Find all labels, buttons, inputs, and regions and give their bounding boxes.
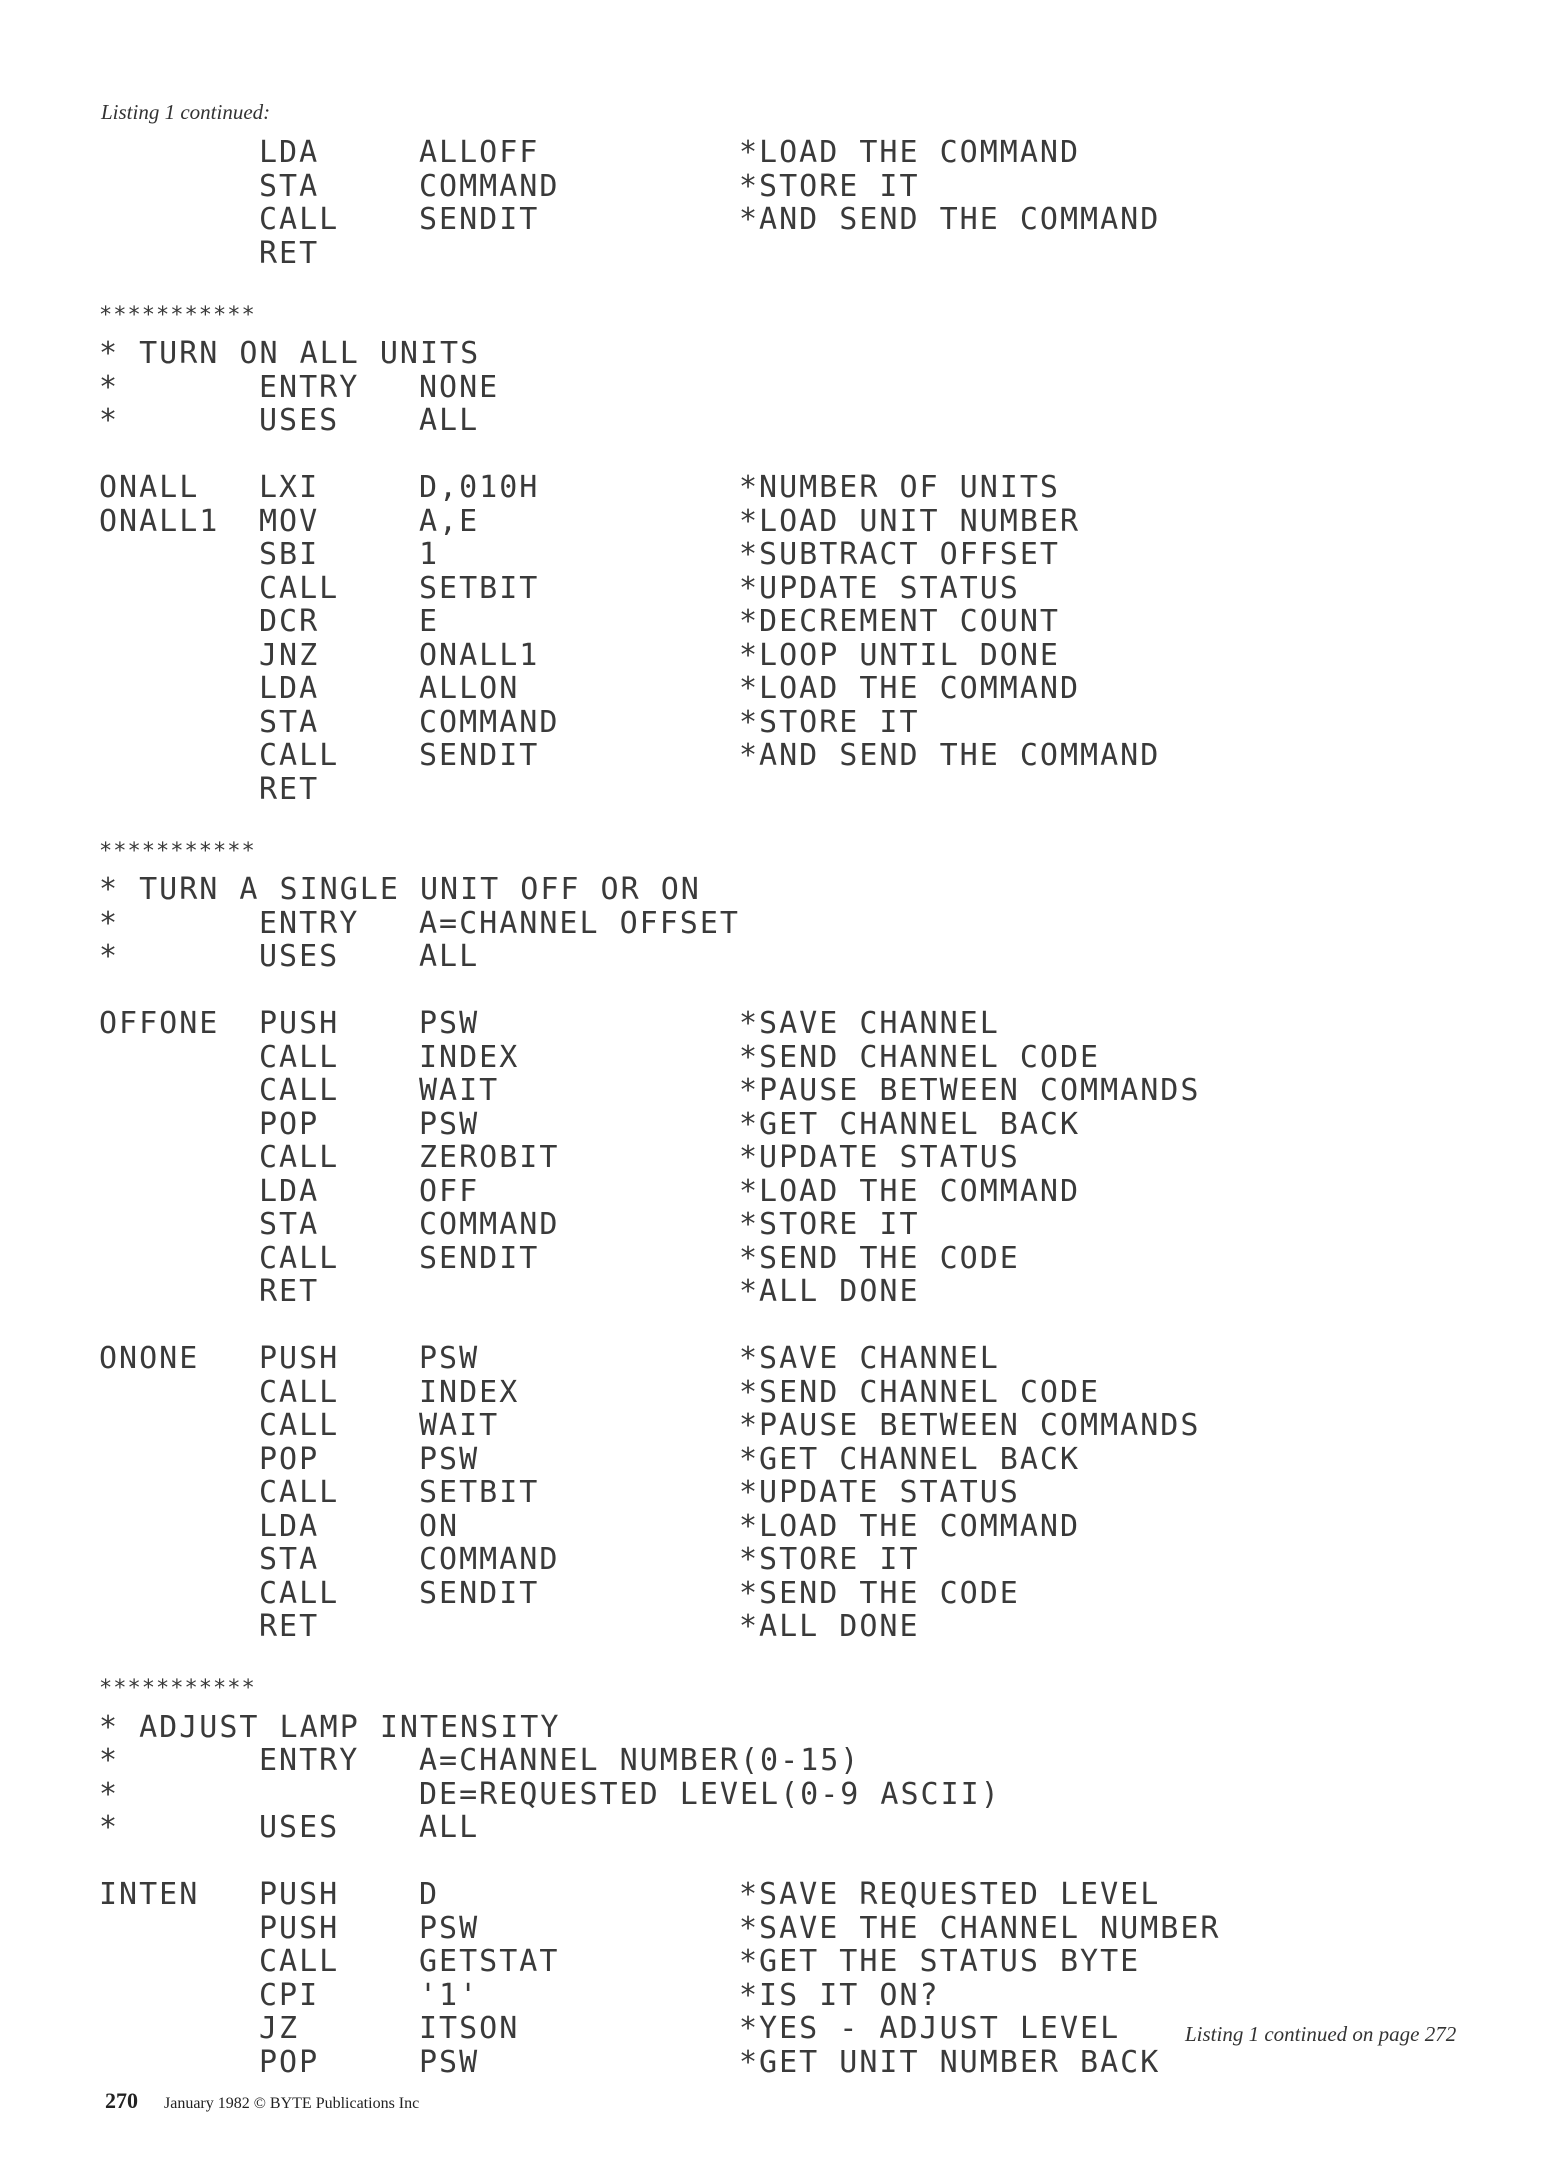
page-footer xyxy=(105,2088,419,2114)
line-comment: *STORE IT xyxy=(739,1207,920,1242)
line-label: ONALL xyxy=(99,470,200,505)
line-operand: GETSTAT xyxy=(419,1944,560,1979)
line-label: ONALL1 xyxy=(99,503,220,539)
line-opcode: SBI xyxy=(259,537,320,572)
line-comment: *LOOP UNTIL DONE xyxy=(739,637,1060,673)
line-comment: *SUBTRACT OFFSET xyxy=(739,537,1060,572)
line-operand: PSW xyxy=(419,1441,480,1477)
line-comment: *LOAD THE COMMAND xyxy=(739,135,1081,170)
line-opcode: POP xyxy=(259,1441,320,1477)
line-comment: *LOAD THE COMMAND xyxy=(739,1173,1081,1209)
line-operand: PSW xyxy=(419,1341,480,1376)
line-opcode: PUSH xyxy=(259,1006,340,1041)
line-operand: ON xyxy=(419,1508,460,1544)
line-comment: *SAVE CHANNEL xyxy=(739,1006,1000,1041)
line-comment: *DECREMENT COUNT xyxy=(739,604,1060,639)
line-operand: ALL xyxy=(419,403,480,438)
line-opcode: PUSH xyxy=(259,1341,340,1376)
line-comment: *ALL DONE xyxy=(739,1609,920,1644)
line-label: ONONE xyxy=(99,1341,200,1376)
line-label: * TURN A SINGLE UNIT OFF OR ON xyxy=(99,872,701,907)
line-opcode: CALL xyxy=(259,1039,340,1075)
line-operand: D,010H xyxy=(419,470,540,505)
line-label: * TURN ON ALL UNITS xyxy=(99,336,481,371)
line-opcode: CALL xyxy=(259,1944,340,1979)
line-operand: PSW xyxy=(419,1910,480,1946)
line-operand: WAIT xyxy=(419,1073,500,1108)
line-opcode: USES xyxy=(259,939,340,974)
line-operand: DE=REQUESTED LEVEL(0-9 ASCII) xyxy=(419,1776,1001,1812)
line-opcode: CALL xyxy=(259,1575,340,1611)
line-comment: *LOAD THE COMMAND xyxy=(739,1508,1081,1544)
line-opcode: CALL xyxy=(259,1140,340,1175)
line-opcode: ENTRY xyxy=(259,369,360,405)
line-opcode: LDA xyxy=(259,1508,320,1544)
line-comment: *PAUSE BETWEEN COMMANDS xyxy=(739,1073,1201,1108)
line-operand: A,E xyxy=(419,503,480,539)
line-comment: *ALL DONE xyxy=(739,1274,920,1309)
line-opcode: POP xyxy=(259,1106,320,1142)
line-operand: SETBIT xyxy=(419,1475,540,1510)
line-opcode: PUSH xyxy=(259,1877,340,1912)
line-opcode: RET xyxy=(259,1609,320,1644)
line-comment: *SAVE REQUESTED LEVEL xyxy=(739,1877,1161,1912)
line-comment: *LOAD UNIT NUMBER xyxy=(739,503,1081,539)
line-comment: *UPDATE STATUS xyxy=(739,1140,1020,1175)
line-comment: *GET THE STATUS BYTE xyxy=(739,1944,1141,1979)
line-opcode: POP xyxy=(259,2044,320,2080)
line-operand: ALLOFF xyxy=(419,135,540,170)
line-operand: A=CHANNEL NUMBER(0-15) xyxy=(419,1743,861,1778)
line-operand: COMMAND xyxy=(419,168,560,204)
line-label: * xyxy=(99,905,120,941)
line-comment: *NUMBER OF UNITS xyxy=(739,470,1060,505)
line-opcode: CALL xyxy=(259,1240,340,1276)
line-opcode: ENTRY xyxy=(259,1743,360,1778)
line-operand: '1' xyxy=(419,1977,480,2013)
line-opcode: CALL xyxy=(259,202,340,237)
line-opcode: LXI xyxy=(259,470,320,505)
line-opcode: STA xyxy=(259,1542,320,1577)
line-operand: ZEROBIT xyxy=(419,1140,560,1175)
line-operand: OFF xyxy=(419,1173,480,1209)
line-opcode: CPI xyxy=(259,1977,320,2013)
line-operand: SETBIT xyxy=(419,570,540,606)
line-label: * xyxy=(99,939,120,974)
line-operand: ALL xyxy=(419,939,480,974)
line-comment: *SAVE THE CHANNEL NUMBER xyxy=(739,1910,1221,1946)
line-operand: PSW xyxy=(419,2044,480,2080)
line-opcode: LDA xyxy=(259,135,320,170)
line-opcode: CALL xyxy=(259,738,340,773)
line-operand: SENDIT xyxy=(419,202,540,237)
line-opcode: STA xyxy=(259,704,320,740)
line-comment: *SEND CHANNEL CODE xyxy=(739,1039,1101,1075)
line-opcode: PUSH xyxy=(259,1910,340,1946)
line-comment: *GET UNIT NUMBER BACK xyxy=(739,2044,1161,2080)
line-operand: D xyxy=(419,1877,440,1912)
line-comment: *IS IT ON? xyxy=(739,1977,940,2013)
line-comment: *SEND THE CODE xyxy=(739,1575,1020,1611)
line-opcode: STA xyxy=(259,168,320,204)
listing-caption: Listing 1 continued: xyxy=(101,100,271,124)
line-operand: ALL xyxy=(419,1810,480,1845)
line-opcode: RET xyxy=(259,1274,320,1309)
line-operand: PSW xyxy=(419,1006,480,1041)
line-comment: *PAUSE BETWEEN COMMANDS xyxy=(739,1408,1201,1443)
line-operand: SENDIT xyxy=(419,1240,540,1276)
line-operand: INDEX xyxy=(419,1374,520,1410)
line-opcode: ENTRY xyxy=(259,905,360,941)
line-opcode: LDA xyxy=(259,671,320,706)
line-operand: SENDIT xyxy=(419,1575,540,1611)
line-operand: WAIT xyxy=(419,1408,500,1443)
line-label: * xyxy=(99,1776,120,1812)
line-comment: *LOAD THE COMMAND xyxy=(739,671,1081,706)
line-operand: COMMAND xyxy=(419,1542,560,1577)
continued-note: Listing 1 continued on page 272 xyxy=(1185,2022,1457,2046)
line-opcode: RET xyxy=(259,771,320,807)
line-operand: ALLON xyxy=(419,671,520,706)
line-opcode: MOV xyxy=(259,503,320,539)
line-opcode: LDA xyxy=(259,1173,320,1209)
line-label: * xyxy=(99,403,120,438)
line-label: OFFONE xyxy=(99,1006,220,1041)
line-comment: *SAVE CHANNEL xyxy=(739,1341,1000,1376)
line-comment: *YES - ADJUST LEVEL xyxy=(739,2011,1121,2046)
line-operand: ITSON xyxy=(419,2011,520,2046)
page-number: 270 xyxy=(105,2088,138,2113)
line-opcode: JNZ xyxy=(259,637,320,673)
line-opcode: CALL xyxy=(259,1374,340,1410)
line-operand: COMMAND xyxy=(419,704,560,740)
line-opcode: USES xyxy=(259,1810,340,1845)
line-operand: ONALL1 xyxy=(419,637,540,673)
line-opcode: RET xyxy=(259,235,320,271)
line-comment: *GET CHANNEL BACK xyxy=(739,1106,1081,1142)
banner-text: *********** xyxy=(99,1676,256,1701)
line-operand: COMMAND xyxy=(419,1207,560,1242)
line-operand: PSW xyxy=(419,1106,480,1142)
line-label: INTEN xyxy=(99,1877,200,1912)
line-operand: SENDIT xyxy=(419,738,540,773)
line-opcode: CALL xyxy=(259,1475,340,1510)
line-opcode: CALL xyxy=(259,1408,340,1443)
banner-text: *********** xyxy=(99,838,256,864)
line-comment: *SEND THE CODE xyxy=(739,1240,1020,1276)
line-opcode: DCR xyxy=(259,604,320,639)
line-comment: *STORE IT xyxy=(739,168,920,204)
line-comment: *AND SEND THE COMMAND xyxy=(739,738,1161,773)
line-operand: E xyxy=(419,604,440,639)
publication-info: January 1982 © BYTE Publications Inc xyxy=(164,2095,420,2112)
line-opcode: CALL xyxy=(259,1073,340,1108)
line-opcode: JZ xyxy=(259,2011,300,2046)
line-comment: *AND SEND THE COMMAND xyxy=(739,202,1161,237)
line-operand: INDEX xyxy=(419,1039,520,1075)
line-comment: *UPDATE STATUS xyxy=(739,1475,1020,1510)
line-opcode: STA xyxy=(259,1207,320,1242)
line-comment: *SEND CHANNEL CODE xyxy=(739,1374,1101,1410)
line-operand: NONE xyxy=(419,369,500,405)
line-label: * xyxy=(99,369,120,405)
line-label: * xyxy=(99,1810,120,1845)
banner-text: *********** xyxy=(99,302,256,328)
line-comment: *STORE IT xyxy=(739,704,920,740)
line-label: * xyxy=(99,1743,120,1778)
line-comment: *GET CHANNEL BACK xyxy=(739,1441,1081,1477)
line-comment: *UPDATE STATUS xyxy=(739,570,1020,606)
line-operand: A=CHANNEL OFFSET xyxy=(419,905,740,941)
line-operand: 1 xyxy=(419,537,440,572)
line-comment: *STORE IT xyxy=(739,1542,920,1577)
line-opcode: CALL xyxy=(259,570,340,606)
line-opcode: USES xyxy=(259,403,340,438)
line-label: * ADJUST LAMP INTENSITY xyxy=(99,1709,561,1745)
